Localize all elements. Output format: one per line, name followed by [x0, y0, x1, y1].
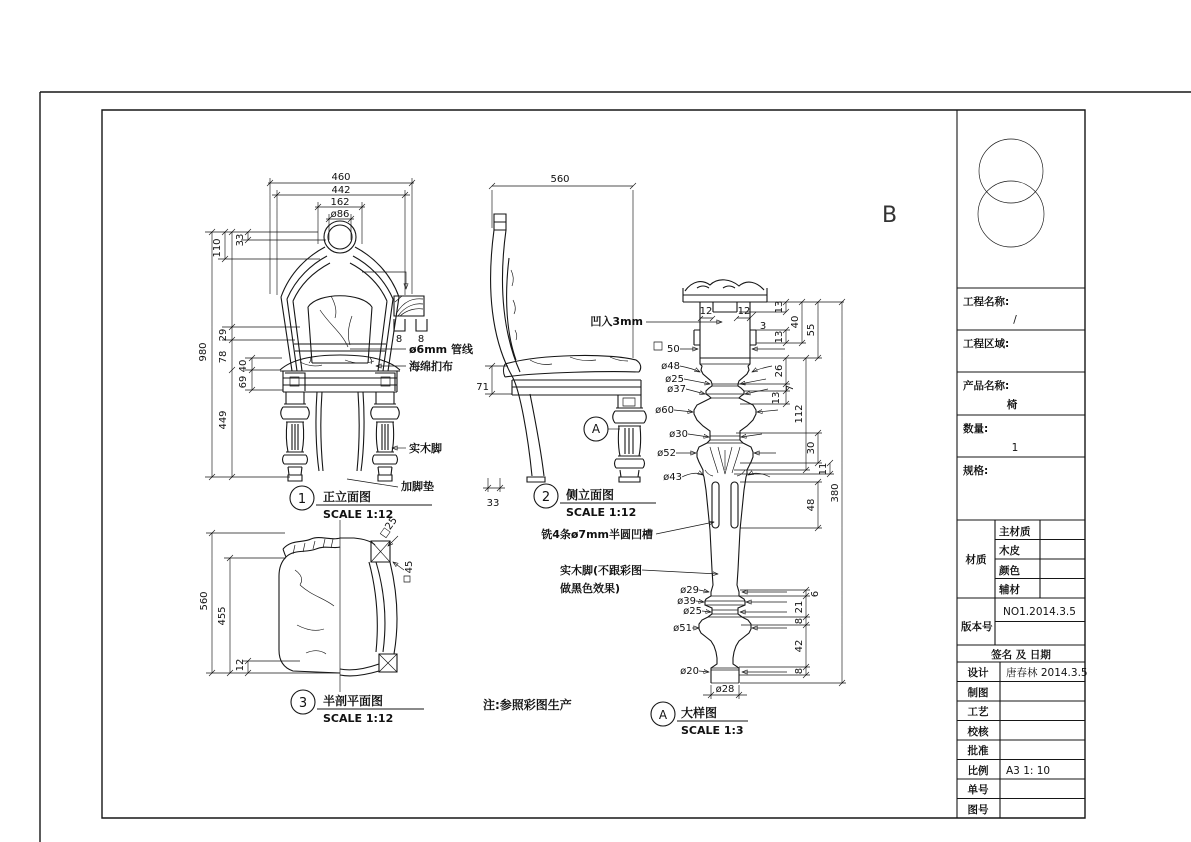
label-pipe: ø6mm 管线	[409, 343, 473, 356]
dim-33: 33	[235, 233, 246, 247]
dim-21: 21	[794, 600, 805, 614]
tb-row4-label: 批准	[967, 745, 989, 757]
dim-12: 12	[235, 658, 246, 672]
tb-row2-label: 工艺	[967, 706, 989, 718]
front-right-leg	[371, 392, 400, 481]
detailA-title: 大样图	[681, 706, 718, 720]
dim-6: 6	[810, 590, 821, 598]
plan-view	[199, 515, 424, 725]
tb-row5-value: A3 1: 10	[1006, 765, 1051, 777]
dim-8b: 8	[417, 334, 425, 345]
detailA-letter: A	[658, 708, 668, 722]
dim-30r: 30	[806, 441, 817, 455]
tb-product-value: 椅	[1006, 399, 1018, 411]
dim-13c: 13	[771, 391, 782, 405]
plan-hatch-creases	[293, 539, 334, 654]
dim-13b: 13	[774, 330, 785, 344]
dim-12b: 12	[737, 306, 751, 317]
front-view	[198, 172, 474, 521]
section-leader	[362, 272, 406, 289]
dim-110: 110	[212, 238, 223, 258]
logo-circle-bottom	[978, 181, 1044, 247]
view2-scale: SCALE 1:12	[566, 506, 637, 519]
tb-row1-label: 制图	[967, 687, 989, 699]
dim-380: 380	[830, 483, 841, 503]
tb-version-label: 版本号	[961, 621, 993, 633]
dim-449: 449	[218, 410, 229, 430]
groove-slot-right	[731, 482, 738, 528]
view1-number: 1	[297, 492, 307, 507]
leg-profile-left	[694, 358, 717, 683]
tb-spec-label: 规格:	[963, 465, 989, 477]
tb-mat-row3: 辅材	[999, 584, 1020, 596]
view2-title: 侧立面图	[566, 488, 615, 502]
view1-scale: SCALE 1:12	[323, 508, 394, 521]
tb-version-value: NO1.2014.3.5	[1003, 606, 1076, 618]
dim-26: 26	[774, 364, 785, 378]
u-channels	[394, 319, 427, 331]
dim-7: 7	[785, 384, 796, 392]
dim-42: 42	[794, 639, 805, 653]
tb-material-label: 材质	[965, 554, 987, 566]
square-symbol-50	[654, 342, 662, 350]
dia-52: ø52	[657, 448, 676, 459]
dia-39: ø39	[677, 596, 696, 607]
dia-25: ø25	[665, 374, 684, 385]
label-recess: 凹入3mm	[590, 315, 643, 328]
square-symbol-45	[404, 576, 410, 582]
dia-37: ø37	[667, 384, 686, 395]
side-leg-block-detail	[623, 398, 635, 406]
groove-leader	[656, 522, 714, 534]
dim-455: 455	[217, 606, 228, 626]
dim-33-side: 33	[486, 498, 500, 509]
tb-mat-row2: 颜色	[999, 565, 1020, 577]
tb-mat-row0: 主材质	[999, 526, 1031, 538]
medallion-inner	[328, 225, 352, 249]
pad-leader	[347, 479, 398, 487]
dim-sq50: 50	[667, 344, 680, 355]
label-foot-pad: 加脚垫	[401, 480, 434, 493]
dim-11: 11	[818, 462, 829, 476]
tb-row7-label: 图号	[967, 804, 989, 816]
view1-title: 正立面图	[323, 490, 372, 504]
dim-8a-b: 8	[794, 617, 805, 625]
tb-project-label: 工程名称:	[963, 296, 1010, 308]
dim-40r: 40	[790, 315, 801, 329]
side-view	[476, 174, 656, 519]
dim-13a: 13	[774, 300, 785, 314]
inner-frame	[102, 110, 1085, 818]
label-groove: 铣4条ø7mm半圆凹槽	[541, 528, 653, 541]
detail-marker-letter: A	[591, 422, 601, 436]
dia-20: ø20	[680, 666, 699, 677]
dim-560-plan: 560	[199, 591, 210, 611]
tb-row0-value: 唐春林 2014.3.5	[1006, 667, 1088, 679]
dim-12a: 12	[699, 306, 713, 317]
tb-project-value: /	[1013, 314, 1017, 326]
tb-row6-label: 单号	[967, 784, 989, 796]
dia-28: ø28	[715, 684, 735, 695]
dim-8a: 8	[395, 334, 403, 345]
side-front-leg	[613, 395, 647, 482]
tb-row5-label: 比例	[967, 765, 989, 777]
tb-area-label: 工程区域:	[963, 338, 1010, 350]
dim-112: 112	[794, 404, 805, 424]
tb-mat-row1: 木皮	[999, 545, 1020, 557]
dim-40: 40	[238, 359, 249, 373]
tb-qty-value: 1	[1011, 442, 1019, 454]
leaf-carving	[705, 447, 745, 476]
plan-dim-lines	[206, 530, 340, 676]
tb-row3-label: 校核	[967, 726, 989, 738]
dim-3: 3	[759, 321, 767, 332]
dia-60: ø60	[655, 405, 674, 416]
sq45-leader	[393, 562, 404, 570]
front-left-leg	[281, 392, 310, 481]
leg-profile-right	[733, 358, 756, 683]
dim-29: 29	[218, 328, 229, 342]
dia-51: ø51	[673, 623, 692, 634]
detail-seat-fragment	[683, 280, 767, 302]
view2-number: 2	[541, 490, 551, 505]
label-sponge: 海绵扪布	[409, 360, 453, 373]
dim-71: 71	[476, 382, 489, 393]
dim-460: 460	[331, 172, 351, 183]
dim-560-side: 560	[550, 174, 570, 185]
dia-30: ø30	[669, 429, 688, 440]
label-solid-wood-leg: 实木脚	[409, 442, 442, 455]
groove-slot-left	[712, 482, 719, 528]
dia-43: ø43	[663, 472, 682, 483]
dia-25b: ø25	[683, 606, 702, 617]
tb-product-label: 产品名称:	[963, 380, 1010, 392]
dim-442: 442	[331, 185, 351, 196]
dim-dia86: ø86	[330, 209, 350, 220]
dim-sq25: □25	[378, 515, 400, 540]
title-block	[957, 110, 1088, 818]
dim-48r: 48	[806, 498, 817, 512]
dim-8b-b: 8	[794, 667, 805, 675]
label-wood-leg-1: 实木脚(不跟彩图	[560, 564, 643, 577]
letter-b: B	[882, 203, 898, 228]
dim-45: 45	[404, 560, 415, 574]
dim-69: 69	[238, 375, 249, 389]
dia-48: ø48	[661, 361, 680, 372]
view3-title: 半剖平面图	[323, 694, 384, 708]
view3-number: 3	[298, 696, 308, 711]
tb-qty-label: 数量:	[963, 423, 989, 435]
view3-scale: SCALE 1:12	[323, 712, 394, 725]
tb-sign-header: 签名 及 日期	[991, 649, 1051, 661]
production-note: 注:参照彩图生产	[483, 698, 572, 712]
logo-circle-top	[979, 139, 1043, 203]
label-wood-leg-2: 做黑色效果)	[560, 582, 621, 595]
dim-55: 55	[806, 323, 817, 337]
dim-78: 78	[218, 350, 229, 364]
dia-29: ø29	[680, 585, 699, 596]
detailA-scale: SCALE 1:3	[681, 724, 744, 737]
dim-980: 980	[198, 342, 209, 362]
dim-162: 162	[330, 197, 350, 208]
tb-row0-label: 设计	[967, 667, 989, 679]
wood-leg-leader	[642, 570, 718, 574]
